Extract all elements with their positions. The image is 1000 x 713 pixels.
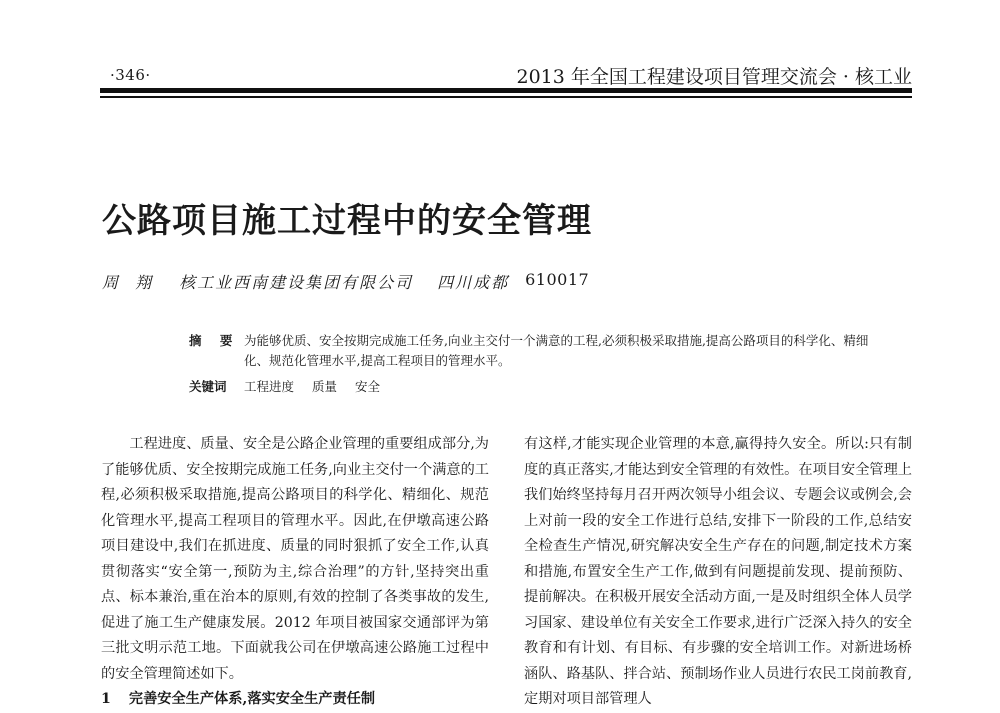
- keyword: 安全: [355, 379, 381, 394]
- article-title: 公路项目施工过程中的安全管理: [102, 201, 592, 241]
- keywords: [189, 377, 869, 397]
- body-paragraph: 工程进度、质量、安全是公路企业管理的重要组成部分,为了能够优质、安全按期完成施工任务,向业主交付一个满意的工程,必须积极采取措施,提高公路项目的科学化、精细化、规范化管理水平,提高工程项目的管理水平。因此,在伊墩高速公路项目建设中,我们在抓进度、质量的同时狠抓了安全工作,认真贯彻落实“安全第一,预防为主,综合治理”的方针,坚持突出重点、标本兼治,重在治本的原则,有效的控制了各类事故的发生,促进了施工生产健康发展。2012 年项目被国家交通部评为第三批文明示范工地。下面就我公司在伊墩高速公路施工过程中的安全管理简述如下。: [101, 436, 489, 682]
- author-postcode: 610017: [525, 270, 590, 289]
- abstract-text: 为能够优质、安全按期完成施工任务,向业主交付一个满意的工程,必须积极采取措施,提高公路项目的科学化、精细化、规范化管理水平,提高工程项目的管理水平。: [244, 333, 869, 368]
- section-title: 完善安全生产体系,落实安全生产责任制: [128, 691, 376, 707]
- author-organization: 核工业西南建设集团有限公司: [179, 273, 414, 292]
- keywords-list: [244, 377, 394, 397]
- abstract-label: 摘 要: [189, 333, 240, 348]
- keywords-label: 关键词: [189, 379, 227, 394]
- keyword: 工程进度: [244, 379, 295, 394]
- section-heading: [101, 687, 489, 713]
- byline: [102, 270, 589, 293]
- running-head: 2013 年全国工程建设项目管理交流会 · 核工业: [516, 66, 912, 88]
- author-city: 四川成都: [437, 273, 510, 292]
- author-name: 周 翔: [102, 273, 158, 292]
- header-rule-thick: [100, 88, 912, 93]
- section-number: 1: [101, 691, 111, 707]
- abstract: [189, 331, 869, 371]
- abstract-block: [189, 331, 869, 397]
- body-column-right: [524, 432, 912, 713]
- body-paragraph: 有这样,才能实现企业管理的本意,赢得持久安全。所以:只有制度的真正落实,才能达到安全管理的有效性。在项目安全管理上我们始终坚持每月召开两次领导小组会议、专题会议或例会,会上对前一段的安全工作进行总结,安排下一阶段的工作,总结安全检查生产情况,研究解决安全生产存在的问题,制定技术方案和措施,布置安全生产工作,做到有问题提前发现、提前预防、提前解决。在积极开展安全活动方面,一是及时组织全体人员学习国家、建设单位有关安全工作要求,进行广泛深入持久的安全教育和有计划、有目标、有步骤的安全培训工作。对新进场桥涵队、路基队、拌合站、预制场作业人员进行农民工岗前教育,定期对项目部管理人: [524, 436, 912, 707]
- body-column-left: [101, 432, 489, 713]
- keyword: 质量: [312, 379, 338, 394]
- header-rule-thin: [100, 96, 912, 98]
- page-number: ·346·: [110, 66, 151, 84]
